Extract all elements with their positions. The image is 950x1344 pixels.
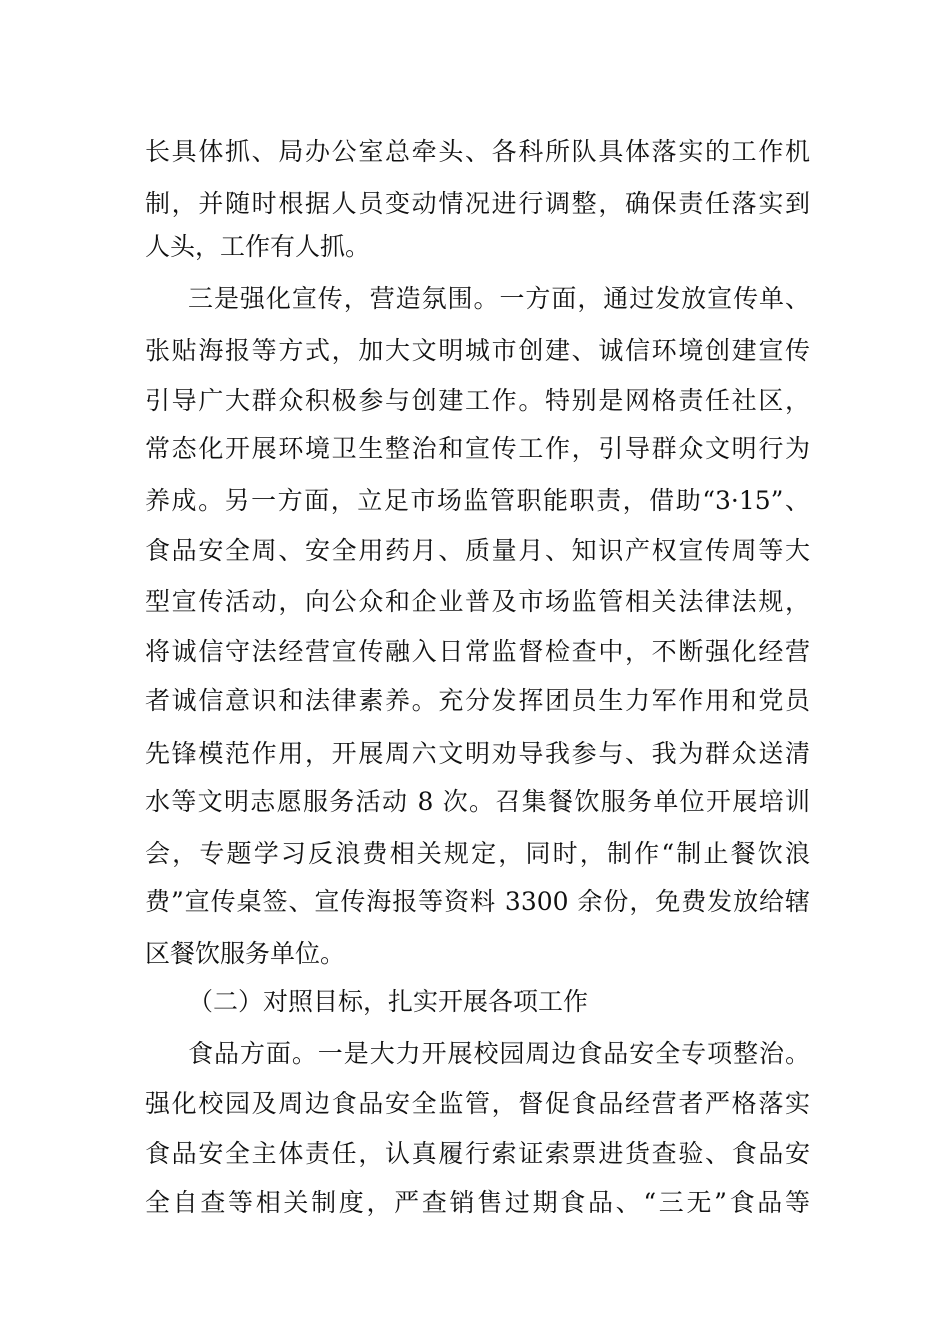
text-line: 型宣传活动，向公众和企业普及市场监管相关法律法规， (145, 587, 810, 616)
text-line: 会，专题学习反浪费相关规定，同时，制作“制止餐饮浪 (145, 839, 810, 868)
paragraph-start-line: 食品方面。一是大力开展校园周边食品安全专项整治。 (188, 1039, 810, 1068)
text-line: 长具体抓、局办公室总牵头、各科所队具体落实的工作机 (145, 137, 810, 166)
text-line: 区餐饮服务单位。 (145, 939, 346, 968)
section-heading: （二）对照目标，扎实开展各项工作 (188, 987, 589, 1016)
text-line: 先锋模范作用，开展周六文明劝导我参与、我为群众送清 (145, 739, 810, 768)
text-line: 费”宣传桌签、宣传海报等资料 3300 余份，免费发放给辖 (145, 887, 810, 916)
text-line: 人头，工作有人抓。 (145, 232, 371, 261)
text-line: 水等文明志愿服务活动 8 次。召集餐饮服务单位开展培训 (145, 787, 810, 816)
text-line: 张贴海报等方式，加大文明城市创建、诚信环境创建宣传 (145, 336, 810, 365)
text-line: 引导广大群众积极参与创建工作。特别是网格责任社区， (145, 386, 810, 415)
text-line: 将诚信守法经营宣传融入日常监督检查中，不断强化经营 (145, 637, 810, 666)
text-line: 强化校园及周边食品安全监管，督促食品经营者严格落实 (145, 1089, 810, 1118)
text-line: 养成。另一方面，立足市场监管职能职责，借助“3·15”、 (145, 486, 810, 515)
text-line: 食品安全主体责任，认真履行索证索票进货查验、食品安 (145, 1139, 810, 1168)
text-line: 者诚信意识和法律素养。充分发挥团员生力军作用和党员 (145, 686, 810, 715)
text-line: 食品安全周、安全用药月、质量月、知识产权宣传周等大 (145, 536, 810, 565)
paragraph-start-line: 三是强化宣传，营造氛围。一方面，通过发放宣传单、 (188, 284, 810, 313)
text-line: 制，并随时根据人员变动情况进行调整，确保责任落实到 (145, 189, 810, 218)
text-line: 常态化开展环境卫生整治和宣传工作，引导群众文明行为 (145, 434, 810, 463)
text-line: 全自查等相关制度，严查销售过期食品、“三无”食品等 (145, 1188, 810, 1217)
